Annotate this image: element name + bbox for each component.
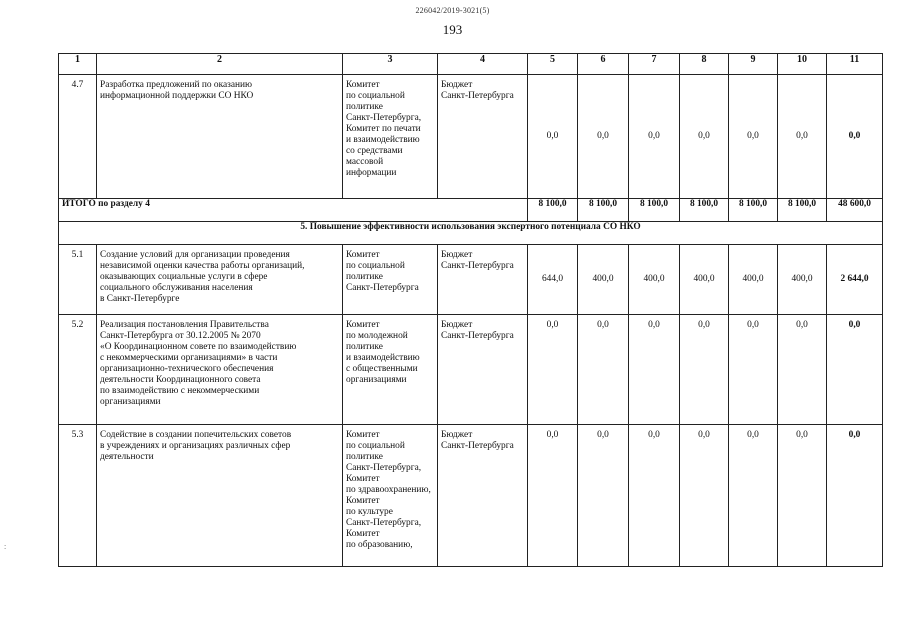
year-value: 8 100,0: [629, 199, 680, 222]
exec-line: Санкт-Петербурга,: [346, 518, 422, 528]
desc-line: Санкт-Петербурга от 30.12.2005 № 2070: [100, 331, 261, 341]
exec-line: массовой: [346, 157, 384, 167]
table-row: [59, 315, 883, 425]
exec-line: Комитет: [346, 430, 380, 440]
exec-line: Санкт-Петербурга,: [346, 113, 422, 123]
desc-line: «О Координационном совете по взаимодействию: [100, 342, 297, 352]
year-value: 0,0: [680, 425, 729, 567]
year-value: 0,0: [629, 75, 680, 199]
exec-line: и взаимодействию: [346, 353, 420, 363]
year-value: 0,0: [578, 75, 629, 199]
source-line: Бюджет: [441, 250, 473, 260]
year-value: 400,0: [578, 245, 629, 315]
section-title: 5. Повышение эффективности использования экспертного потенциала СО НКО: [59, 222, 883, 245]
header-cell: 10: [778, 54, 827, 75]
desc-line: деятельности Координационного совета: [100, 375, 261, 385]
year-value: 8 100,0: [578, 199, 629, 222]
exec-line: по социальной: [346, 261, 405, 271]
year-value: 0,0: [528, 425, 578, 567]
desc-line: организационно-технического обеспечения: [100, 364, 274, 374]
exec-line: со средствами: [346, 146, 403, 156]
header-cell: 9: [729, 54, 778, 75]
source-line: Санкт-Петербурга: [441, 331, 514, 341]
header-cell: 1: [59, 54, 97, 75]
measure-description: [97, 75, 343, 199]
table-row: [59, 425, 883, 567]
total-value: 2 644,0: [827, 245, 883, 315]
measure-description: [97, 245, 343, 315]
funding-source: [438, 245, 528, 315]
year-value: 0,0: [528, 315, 578, 425]
header-cell: 2: [97, 54, 343, 75]
executor: [343, 245, 438, 315]
source-line: Бюджет: [441, 320, 473, 330]
header-cell: 6: [578, 54, 629, 75]
row-number: 5.2: [59, 315, 97, 425]
year-value: 0,0: [680, 75, 729, 199]
row-number: 5.1: [59, 245, 97, 315]
exec-line: с общественными: [346, 364, 418, 374]
total-value: 0,0: [827, 75, 883, 199]
year-value: 0,0: [680, 315, 729, 425]
desc-line: организациями: [100, 397, 161, 407]
year-value: 0,0: [729, 315, 778, 425]
year-value: 0,0: [729, 425, 778, 567]
source-line: Санкт-Петербурга: [441, 91, 514, 101]
year-value: 400,0: [778, 245, 827, 315]
exec-line: Комитет: [346, 474, 380, 484]
desc-line: деятельности: [100, 452, 154, 462]
executor: [343, 425, 438, 567]
desc-line: с некоммерческими организациями» в части: [100, 353, 278, 363]
exec-line: Комитет: [346, 529, 380, 539]
year-value: 400,0: [629, 245, 680, 315]
section-total-label: ИТОГО по разделу 4: [59, 199, 528, 222]
funding-source: [438, 75, 528, 199]
desc-line: в Санкт-Петербурге: [100, 294, 180, 304]
exec-line: Комитет: [346, 496, 380, 506]
row-number: 4.7: [59, 75, 97, 199]
exec-line: политике: [346, 272, 383, 282]
source-line: Бюджет: [441, 80, 473, 90]
exec-line: Комитет: [346, 320, 380, 330]
year-value: 400,0: [729, 245, 778, 315]
source-line: Санкт-Петербурга: [441, 441, 514, 451]
measure-description: [97, 315, 343, 425]
year-value: 0,0: [528, 75, 578, 199]
source-line: Санкт-Петербурга: [441, 261, 514, 271]
desc-line: Создание условий для организации проведения: [100, 250, 290, 260]
total-value: 48 600,0: [827, 199, 883, 222]
exec-line: по образованию,: [346, 540, 413, 550]
total-value: 0,0: [827, 315, 883, 425]
table-row: [59, 75, 883, 199]
page-number: 193: [442, 22, 463, 37]
year-value: 0,0: [778, 315, 827, 425]
funding-source: [438, 425, 528, 567]
exec-line: Санкт-Петербурга: [346, 283, 419, 293]
desc-line: информационной поддержки СО НКО: [100, 91, 254, 101]
desc-line: независимой оценки качества работы организаций,: [100, 261, 305, 271]
executor: [343, 75, 438, 199]
year-value: 0,0: [578, 315, 629, 425]
desc-line: по взаимодействию с некоммерческими: [100, 386, 260, 396]
year-value: 8 100,0: [729, 199, 778, 222]
section-heading-row: [59, 222, 883, 245]
exec-line: по социальной: [346, 441, 405, 451]
total-value: 0,0: [827, 425, 883, 567]
exec-line: Комитет: [346, 80, 380, 90]
year-value: 8 100,0: [680, 199, 729, 222]
header-cell: 3: [343, 54, 438, 75]
table-row: [59, 245, 883, 315]
executor: [343, 315, 438, 425]
desc-line: Реализация постановления Правительства: [100, 320, 269, 330]
source-line: Бюджет: [441, 430, 473, 440]
desc-line: в учреждениях и организациях различных сфер: [100, 441, 291, 451]
exec-line: по социальной: [346, 91, 405, 101]
exec-line: Комитет по печати: [346, 124, 421, 134]
year-value: 0,0: [778, 425, 827, 567]
program-table: [58, 53, 883, 567]
year-value: 0,0: [578, 425, 629, 567]
year-value: 0,0: [629, 315, 680, 425]
row-number: 5.3: [59, 425, 97, 567]
desc-line: Разработка предложений по оказанию: [100, 80, 253, 90]
header-cell: 8: [680, 54, 729, 75]
year-value: 0,0: [778, 75, 827, 199]
year-value: 8 100,0: [528, 199, 578, 222]
exec-line: по здравоохранению,: [346, 485, 431, 495]
year-value: 0,0: [629, 425, 680, 567]
section-total-row: [59, 199, 883, 222]
exec-line: политике: [346, 342, 383, 352]
header-cell: 5: [528, 54, 578, 75]
year-value: 644,0: [528, 245, 578, 315]
header-row: [59, 54, 883, 75]
header-cell: 7: [629, 54, 680, 75]
exec-line: политике: [346, 452, 383, 462]
year-value: 400,0: [680, 245, 729, 315]
year-value: 8 100,0: [778, 199, 827, 222]
funding-source: [438, 315, 528, 425]
exec-line: организациями: [346, 375, 407, 385]
exec-line: Санкт-Петербурга,: [346, 463, 422, 473]
exec-line: и взаимодействию: [346, 135, 420, 145]
margin-mark: :: [4, 542, 7, 551]
measure-description: [97, 425, 343, 567]
exec-line: по культуре: [346, 507, 393, 517]
exec-line: политике: [346, 102, 383, 112]
header-cell: 4: [438, 54, 528, 75]
desc-line: оказывающих социальные услуги в сфере: [100, 272, 268, 282]
exec-line: информации: [346, 168, 397, 178]
desc-line: социального обслуживания населения: [100, 283, 253, 293]
document-id: 226042/2019-3021(5): [415, 6, 490, 15]
year-value: 0,0: [729, 75, 778, 199]
desc-line: Содействие в создании попечительских советов: [100, 430, 292, 440]
header-cell: 11: [827, 54, 883, 75]
exec-line: Комитет: [346, 250, 380, 260]
exec-line: по молодежной: [346, 331, 408, 341]
